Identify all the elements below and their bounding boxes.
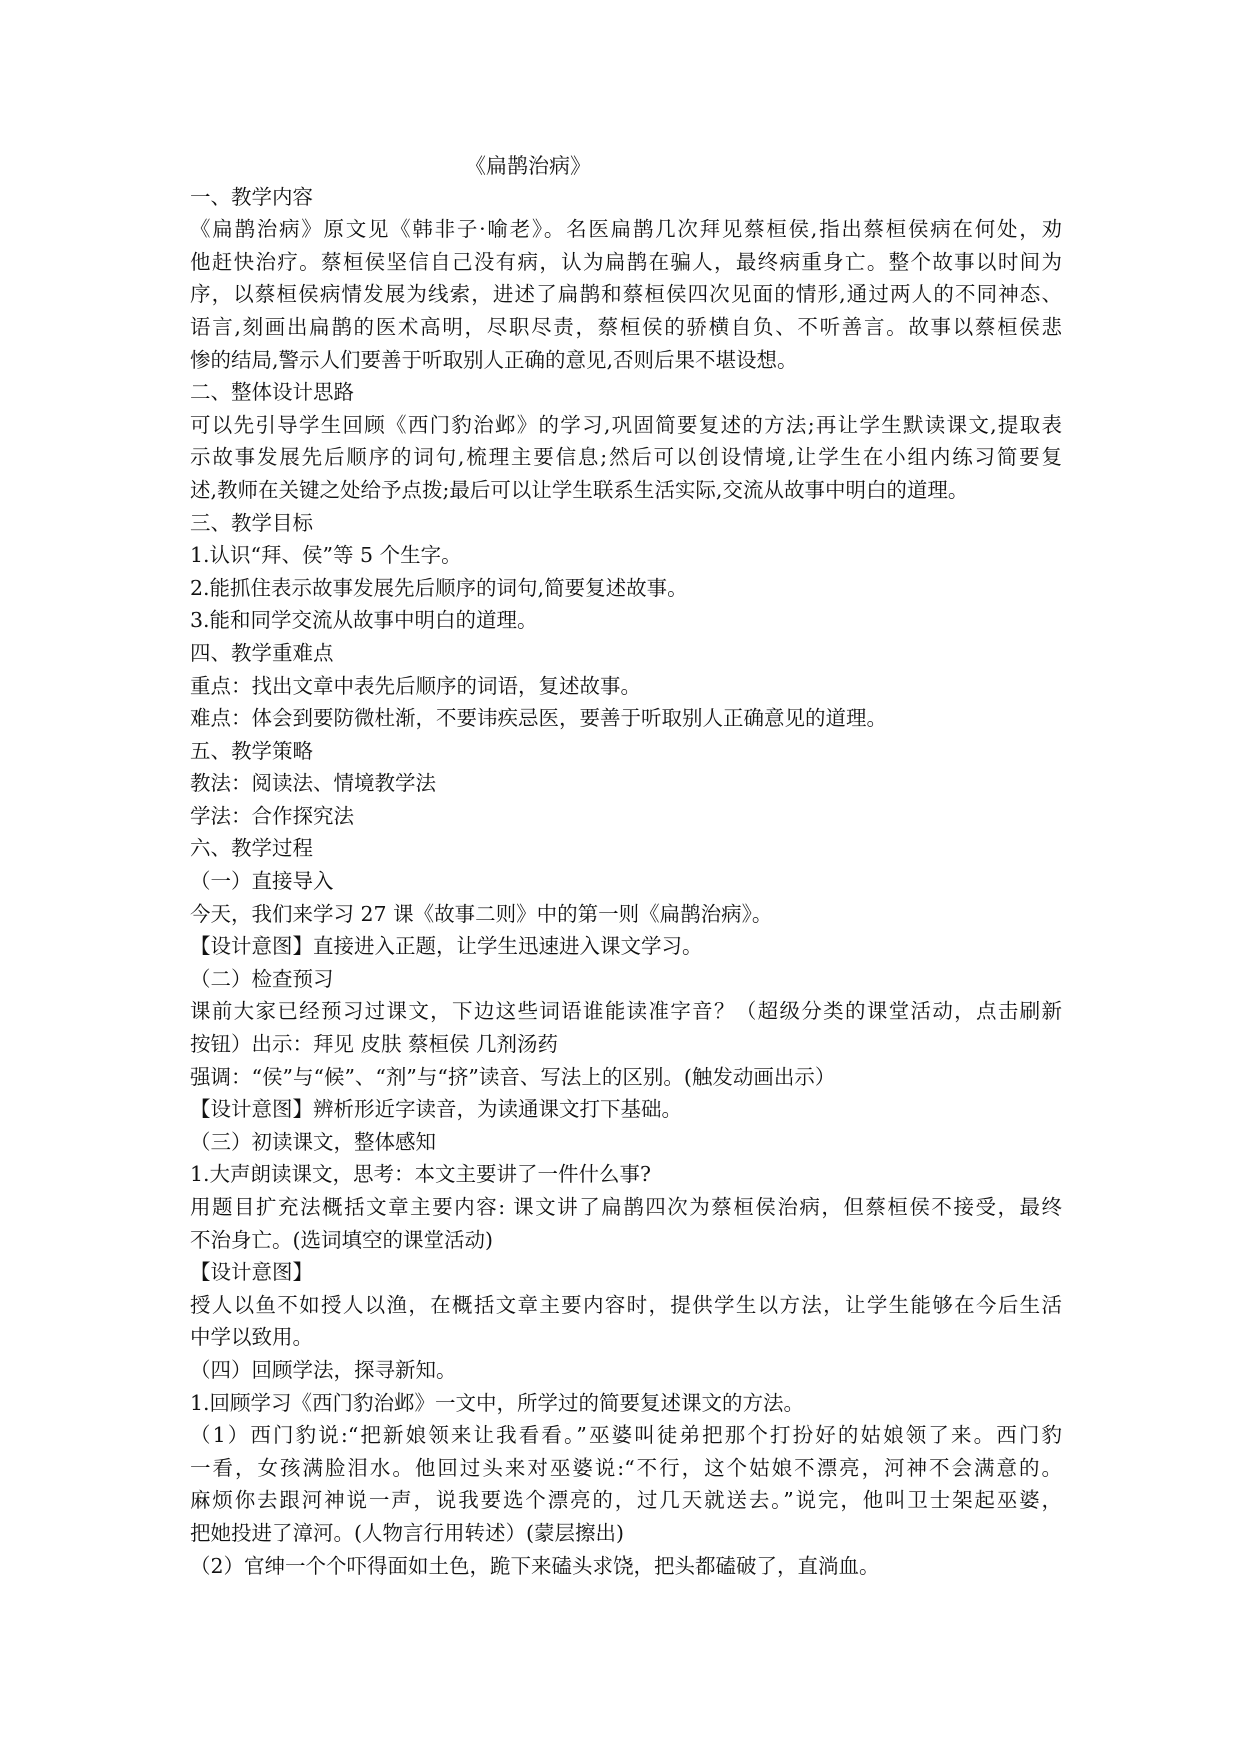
- list-item: 1.认识“拜、侯”等 5 个生字。: [190, 543, 462, 568]
- paragraph-line: 今天，我们来学习 27 课《故事二则》中的第一则《扁鹊治病》。: [190, 901, 773, 926]
- paragraph-line: 序，以蔡桓侯病情发展为线索，进述了扁鹊和蔡桓侯四次见面的情形,通过两人的不同神态、: [190, 282, 1062, 307]
- heading-3: 三、教学目标: [190, 510, 313, 535]
- document-title: 《扁鹊治病》: [465, 154, 591, 178]
- paragraph-line: 用题目扩充法概括文章主要内容: 课文讲了扁鹊四次为蔡桓侯治病，但蔡桓侯不接受，最终: [190, 1195, 1062, 1219]
- paragraph-line: 学法：合作探究法: [190, 803, 354, 828]
- paragraph-line: （2）官绅一个个吓得面如土色，跪下来磕头求饶，把头都磕破了，直淌血。: [190, 1553, 880, 1578]
- subheading: （三）初读课文，整体感知: [190, 1129, 436, 1154]
- document-body: [190, 148, 1062, 1582]
- paragraph-line: 述,教师在关键之处给予点拨;最后可以让学生联系生活实际,交流从故事中明白的道理。: [190, 477, 969, 502]
- paragraph-line: 麻烦你去跟河神说一声，说我要选个漂亮的，过几天就送去。”说完，他叫卫士架起巫婆，: [190, 1488, 1062, 1513]
- subheading: （四）回顾学法，探寻新知。: [190, 1357, 457, 1382]
- paragraph-line: 难点：体会到要防微杜渐，不要讳疾忌医，要善于听取别人正确意见的道理。: [190, 706, 887, 731]
- paragraph-line: 按钮）出示：拜见 皮肤 蔡桓侯 几剂汤药: [190, 1032, 559, 1057]
- paragraph-line: 不治身亡。(选词填空的课堂活动): [190, 1227, 493, 1252]
- paragraph-line: 示故事发展先后顺序的词句,梳理主要信息;然后可以创设情境,让学生在小组内练习简要复: [190, 445, 1062, 470]
- subheading: （二）检查预习: [190, 966, 334, 991]
- heading-5: 五、教学策略: [190, 738, 313, 763]
- paragraph-line: 1.大声朗读课文，思考：本文主要讲了一件什么事?: [190, 1162, 652, 1187]
- list-item: 2.能抓住表示故事发展先后顺序的词句,简要复述故事。: [190, 575, 688, 600]
- paragraph-line: 授人以鱼不如授人以渔，在概括文章主要内容时，提供学生以方法，让学生能够在今后生活: [190, 1292, 1062, 1317]
- paragraph-line: 把她投进了漳河。(人物言行用转述）(蒙层擦出): [190, 1520, 624, 1545]
- paragraph-line: 1.回顾学习《西门豹治邺》一文中，所学过的简要复述课文的方法。: [190, 1390, 805, 1415]
- paragraph-line: 惨的结局,警示人们要善于听取别人正确的意见,否则后果不堪设想。: [190, 347, 798, 372]
- paragraph-line: （1）西门豹说:“把新娘领来让我看看。”巫婆叫徒弟把那个打扮好的姑娘领了来。西门豹: [190, 1423, 1062, 1448]
- paragraph-line: 重点：找出文章中表先后顺序的词语，复述故事。: [190, 673, 641, 698]
- paragraph-line: 他赶快治疗。蔡桓侯坚信自己没有病，认为扁鹊在骗人，最终病重身亡。整个故事以时间为: [190, 249, 1062, 274]
- paragraph-line: 一看，女孩满脸泪水。他回过头来对巫婆说:“不行，这个姑娘不漂亮，河神不会满意的。: [190, 1455, 1062, 1480]
- subheading: （一）直接导入: [190, 869, 334, 894]
- paragraph-line: 中学以致用。: [190, 1325, 313, 1350]
- heading-6: 六、教学过程: [190, 836, 313, 861]
- heading-4: 四、教学重难点: [190, 640, 334, 665]
- title-spacer: [190, 148, 1062, 181]
- list-item: 3.能和同学交流从故事中明白的道理。: [190, 608, 538, 633]
- heading-2: 二、整体设计思路: [190, 380, 354, 405]
- paragraph-line: 语言,刻画出扁鹊的医术高明，尽职尽责，蔡桓侯的骄横自负、不听善言。故事以蔡桓侯悲: [190, 314, 1062, 339]
- design-intent: 【设计意图】直接进入正题，让学生迅速进入课文学习。: [190, 934, 703, 959]
- design-intent: 【设计意图】辨析形近字读音，为读通课文打下基础。: [190, 1097, 682, 1122]
- heading-1: 一、教学内容: [190, 184, 313, 209]
- paragraph-line: 可以先引导学生回顾《西门豹治邺》的学习,巩固简要复述的方法;再让学生默读课文,提取表: [190, 412, 1062, 437]
- paragraph-line: 强调：“侯”与“候”、“剂”与“挤”读音、写法上的区别。(触发动画出示）: [190, 1064, 836, 1089]
- paragraph-line: 《扁鹊治病》原文见《韩非子·喻老》。名医扁鹊几次拜见蔡桓侯,指出蔡桓侯病在何处，劝: [190, 217, 1062, 242]
- paragraph-line: 课前大家已经预习过课文，下边这些词语谁能读准字音？（超级分类的课堂活动，点击刷新: [190, 999, 1062, 1024]
- design-intent: 【设计意图】: [190, 1260, 313, 1285]
- paragraph-line: 教法：阅读法、情境教学法: [190, 771, 436, 796]
